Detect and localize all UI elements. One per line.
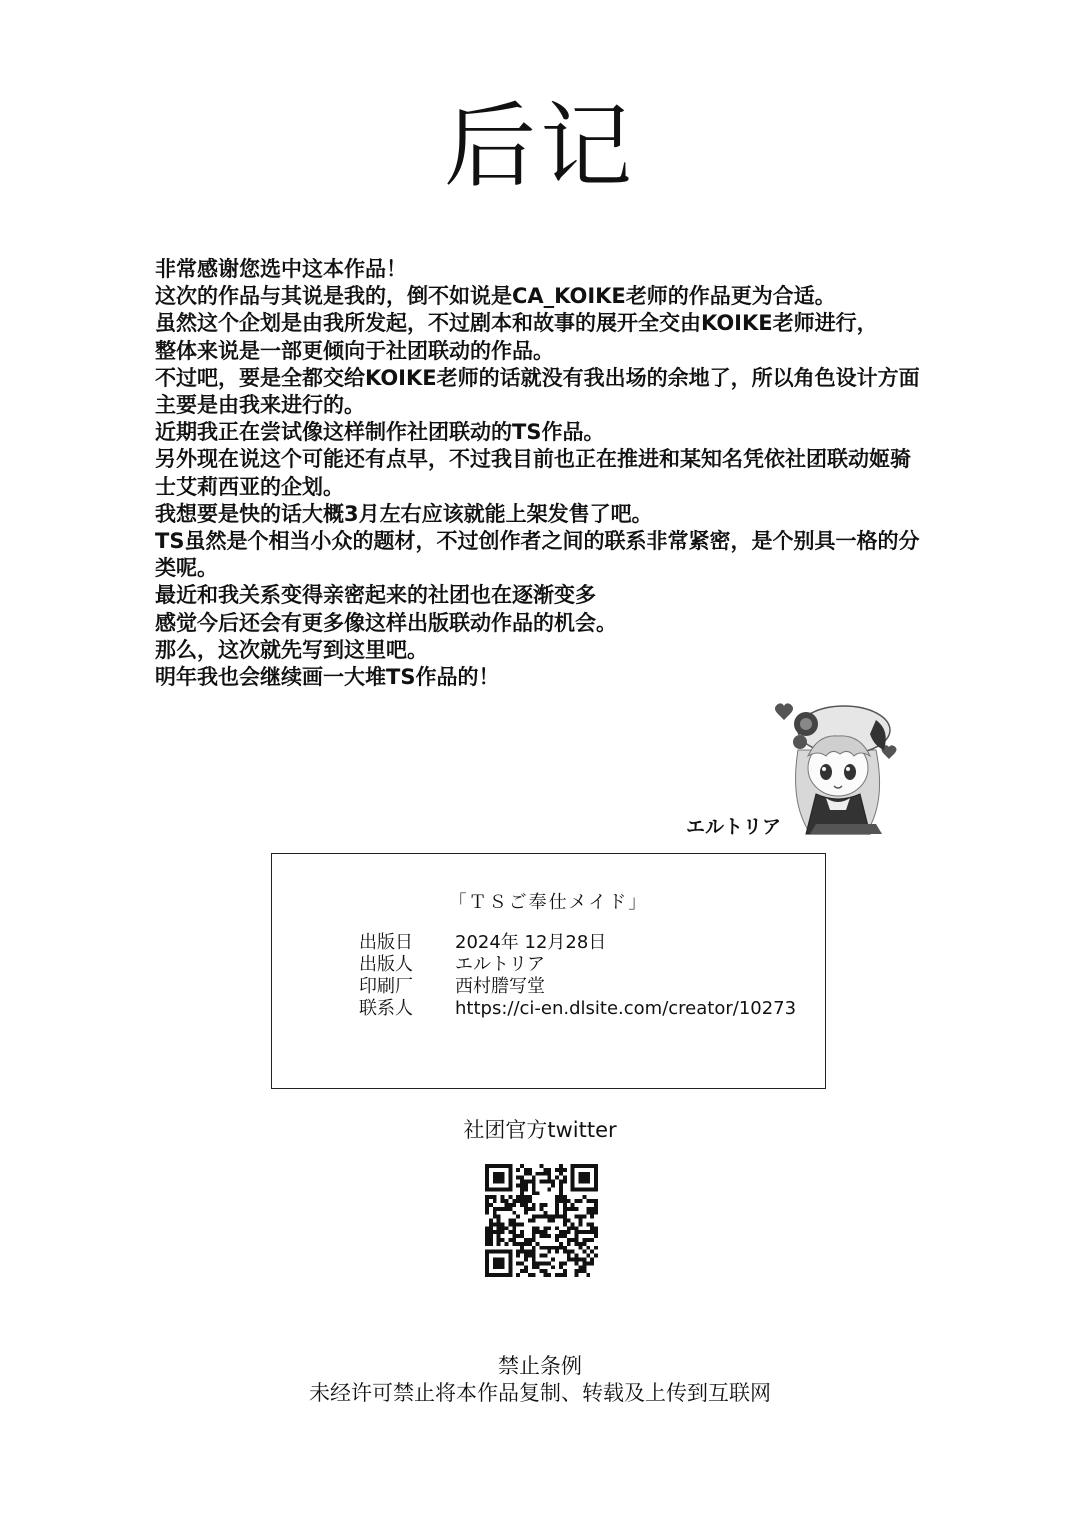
afterword-line: 感觉今后还会有更多像这样出版联动作品的机会。 (155, 610, 617, 635)
contact-url[interactable]: https://ci-en.dlsite.com/creator/10273 (455, 998, 797, 1019)
author-signature: エルトリア (686, 816, 782, 838)
afterword-line: 士艾莉西亚的企划。 (155, 474, 344, 499)
colophon-row (359, 932, 796, 954)
afterword-line: 明年我也会继续画一大堆TS作品的！ (155, 665, 500, 690)
afterword-line: 虽然这个企划是由我所发起，不过剧本和故事的展开全交由KOIKE老师进行， (155, 311, 878, 336)
rules-text: 未经许可禁止将本作品复制、转载及上传到互联网 (309, 1381, 771, 1405)
afterword-line: 非常感谢您选中这本作品！ (155, 257, 407, 281)
afterword-line: 最近和我关系变得亲密起来的社团也在逐渐变多 (155, 583, 596, 608)
colophon-row (359, 976, 796, 998)
afterword-line: 类呢。 (155, 556, 218, 581)
afterword-line: 主要是由我来进行的。 (155, 393, 365, 418)
rules-title: 禁止条例 (498, 1354, 582, 1378)
afterword-line: 另外现在说这个可能还有点早，不过我目前也正在推进和某知名凭依社团联动姬骑 (155, 447, 911, 472)
colophon-label: 印刷厂 (359, 976, 413, 997)
colophon-value: 西村謄写堂 (455, 976, 545, 997)
colophon-rows (359, 932, 796, 1020)
book-title: 「ＴＳご奉仕メイド」 (448, 892, 649, 913)
twitter-label: 社团官方twitter (463, 1118, 617, 1142)
qr-code-icon[interactable] (485, 1164, 598, 1277)
colophon-value: エルトリア (455, 954, 545, 975)
afterword-line: 那么，这次就先写到这里吧。 (155, 637, 428, 662)
chibi-character-illustration (766, 690, 906, 840)
afterword-line: TS虽然是个相当小众的题材，不过创作者之间的联系非常紧密，是个别具一格的分 (155, 529, 920, 554)
afterword-text (155, 256, 995, 691)
page-title: 后记 (443, 93, 636, 200)
colophon-value: 2024年 12月28日 (455, 932, 607, 953)
afterword-line: 近期我正在尝试像这样制作社团联动的TS作品。 (155, 420, 605, 445)
colophon-label: 出版人 (359, 954, 413, 975)
colophon-label: 出版日 (359, 932, 413, 953)
colophon-box (271, 853, 826, 1089)
colophon-row (359, 954, 796, 976)
colophon-row (359, 998, 796, 1020)
afterword-line: 我想要是快的话大概3月左右应该就能上架发售了吧。 (155, 501, 653, 526)
afterword-line: 不过吧，要是全都交给KOIKE老师的话就没有我出场的余地了，所以角色设计方面 (155, 365, 920, 390)
colophon-label: 联系人 (359, 998, 413, 1019)
afterword-line: 这次的作品与其说是我的，倒不如说是CA_KOIKE老师的作品更为合适。 (155, 284, 836, 309)
afterword-line: 整体来说是一部更倾向于社团联动的作品。 (155, 338, 554, 363)
